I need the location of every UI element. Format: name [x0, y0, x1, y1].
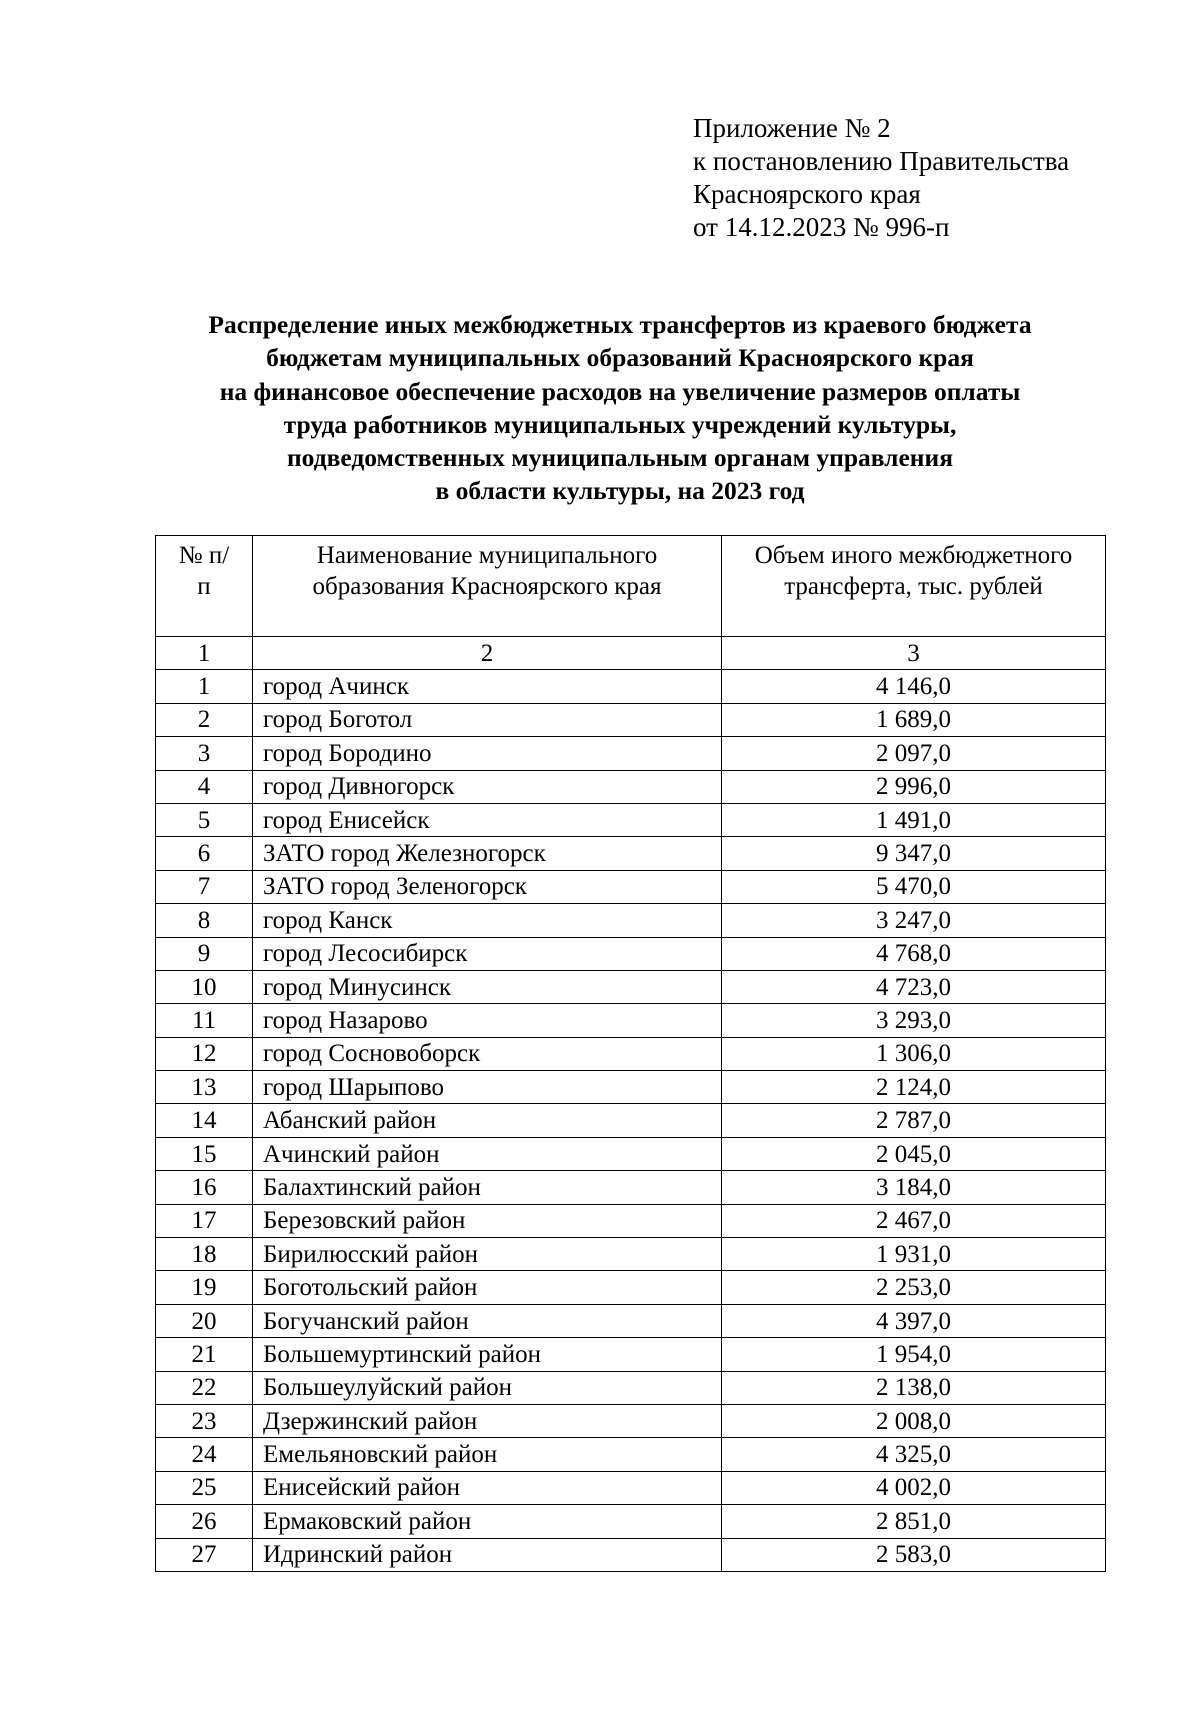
header-transfer-volume: Объем иного межбюджетного трансферта, тыс. рублей — [722, 536, 1106, 637]
municipality-name: Балахтинский район — [253, 1171, 722, 1204]
municipality-name: Большемуртинский район — [253, 1338, 722, 1371]
table-header-row — [156, 536, 1106, 637]
transfer-amount: 2 138,0 — [722, 1371, 1106, 1404]
table-row — [156, 1505, 1106, 1538]
row-number: 13 — [156, 1071, 253, 1104]
column-number-row — [156, 637, 1106, 670]
row-number: 17 — [156, 1204, 253, 1237]
transfer-amount: 4 723,0 — [722, 970, 1106, 1003]
transfer-amount: 4 146,0 — [722, 670, 1106, 703]
row-number: 12 — [156, 1037, 253, 1070]
row-number: 25 — [156, 1471, 253, 1504]
transfer-amount: 2 253,0 — [722, 1271, 1106, 1304]
row-number: 14 — [156, 1104, 253, 1137]
row-number: 18 — [156, 1238, 253, 1271]
municipality-name: Абанский район — [253, 1104, 722, 1137]
transfer-amount: 2 851,0 — [722, 1505, 1106, 1538]
table-row — [156, 1104, 1106, 1137]
municipality-name: город Шарыпово — [253, 1071, 722, 1104]
table-row — [156, 904, 1106, 937]
table-row — [156, 1238, 1106, 1271]
table-row — [156, 1204, 1106, 1237]
transfer-amount: 2 583,0 — [722, 1538, 1106, 1571]
table-row — [156, 770, 1106, 803]
table-row — [156, 837, 1106, 870]
table-row — [156, 703, 1106, 736]
row-number: 2 — [156, 703, 253, 736]
title-line: подведомственных муниципальным органам управления — [286, 443, 953, 473]
municipality-name: Богучанский район — [253, 1304, 722, 1337]
annex-date: от 14.12.2023 № 996-п — [693, 212, 950, 242]
transfer-amount: 1 954,0 — [722, 1338, 1106, 1371]
table-row — [156, 937, 1106, 970]
row-number: 4 — [156, 770, 253, 803]
column-number: 2 — [253, 637, 722, 670]
row-number: 8 — [156, 904, 253, 937]
column-number: 1 — [156, 637, 253, 670]
transfer-amount: 9 347,0 — [722, 837, 1106, 870]
municipality-name: город Минусинск — [253, 970, 722, 1003]
transfer-amount: 2 097,0 — [722, 737, 1106, 770]
table-row — [156, 970, 1106, 1003]
column-number: 3 — [722, 637, 1106, 670]
header-number: № п/п — [156, 536, 253, 637]
table-row — [156, 870, 1106, 903]
municipality-name: город Ачинск — [253, 670, 722, 703]
transfer-amount: 4 768,0 — [722, 937, 1106, 970]
transfer-amount: 1 689,0 — [722, 703, 1106, 736]
row-number: 24 — [156, 1438, 253, 1471]
table-row — [156, 1404, 1106, 1437]
title-line: бюджетам муниципальных образований Красноярского края — [266, 343, 974, 373]
table-row — [156, 1271, 1106, 1304]
municipality-name: Дзержинский район — [253, 1404, 722, 1437]
municipality-name: город Сосновоборск — [253, 1037, 722, 1070]
row-number: 9 — [156, 937, 253, 970]
transfer-amount: 5 470,0 — [722, 870, 1106, 903]
municipality-name: Боготольский район — [253, 1271, 722, 1304]
municipality-name: Большеулуйский район — [253, 1371, 722, 1404]
municipality-name: Бирилюсский район — [253, 1238, 722, 1271]
transfer-amount: 1 306,0 — [722, 1037, 1106, 1070]
transfer-amount: 2 787,0 — [722, 1104, 1106, 1137]
transfer-amount: 3 184,0 — [722, 1171, 1106, 1204]
row-number: 20 — [156, 1304, 253, 1337]
title-line: труда работников муниципальных учреждений культуры, — [283, 409, 957, 439]
transfers-table — [155, 535, 1106, 1572]
table-row — [156, 1037, 1106, 1070]
row-number: 11 — [156, 1004, 253, 1037]
row-number: 15 — [156, 1137, 253, 1170]
table-row — [156, 1071, 1106, 1104]
transfer-amount: 3 247,0 — [722, 904, 1106, 937]
municipality-name: Енисейский район — [253, 1471, 722, 1504]
table-row — [156, 1004, 1106, 1037]
transfer-amount: 2 996,0 — [722, 770, 1106, 803]
municipality-name: город Назарово — [253, 1004, 722, 1037]
transfer-amount: 4 397,0 — [722, 1304, 1106, 1337]
row-number: 5 — [156, 803, 253, 836]
municipality-name: город Канск — [253, 904, 722, 937]
municipality-name: город Боготол — [253, 703, 722, 736]
row-number: 21 — [156, 1338, 253, 1371]
row-number: 3 — [156, 737, 253, 770]
row-number: 6 — [156, 837, 253, 870]
municipality-name: город Дивногорск — [253, 770, 722, 803]
municipality-name: город Енисейск — [253, 803, 722, 836]
row-number: 19 — [156, 1271, 253, 1304]
row-number: 10 — [156, 970, 253, 1003]
municipality-name: Ачинский район — [253, 1137, 722, 1170]
municipality-name: Емельяновский район — [253, 1438, 722, 1471]
transfer-amount: 2 467,0 — [722, 1204, 1106, 1237]
transfer-amount: 2 008,0 — [722, 1404, 1106, 1437]
row-number: 1 — [156, 670, 253, 703]
municipality-name: ЗАТО город Железногорск — [253, 837, 722, 870]
annex-region: Красноярского края — [693, 179, 921, 209]
transfer-amount: 1 491,0 — [722, 803, 1106, 836]
transfer-amount: 2 124,0 — [722, 1071, 1106, 1104]
title-line: на финансовое обеспечение расходов на увеличение размеров оплаты — [219, 376, 1021, 406]
table-row — [156, 803, 1106, 836]
table-row — [156, 1171, 1106, 1204]
document-title — [100, 308, 1140, 508]
table-row — [156, 1304, 1106, 1337]
table-row — [156, 737, 1106, 770]
row-number: 26 — [156, 1505, 253, 1538]
title-line: Распределение иных межбюджетных трансфертов из краевого бюджета — [208, 310, 1032, 339]
municipality-name: город Лесосибирск — [253, 937, 722, 970]
header-municipality: Наименование муниципального образования Красноярского края — [253, 536, 722, 637]
transfer-amount: 4 325,0 — [722, 1438, 1106, 1471]
transfer-amount: 2 045,0 — [722, 1137, 1106, 1170]
municipality-name: ЗАТО город Зеленогорск — [253, 870, 722, 903]
row-number: 27 — [156, 1538, 253, 1571]
row-number: 23 — [156, 1404, 253, 1437]
table-row — [156, 1438, 1106, 1471]
title-line: в области культуры, на 2023 год — [435, 476, 805, 506]
table-row — [156, 1371, 1106, 1404]
row-number: 22 — [156, 1371, 253, 1404]
annex-reference: к постановлению Правительства — [693, 146, 1070, 176]
row-number: 16 — [156, 1171, 253, 1204]
row-number: 7 — [156, 870, 253, 903]
municipality-name: Идринский район — [253, 1538, 722, 1571]
transfer-amount: 3 293,0 — [722, 1004, 1106, 1037]
annex-number: Приложение № 2 — [693, 113, 891, 143]
municipality-name: город Бородино — [253, 737, 722, 770]
annex-block — [693, 112, 1069, 244]
table-row — [156, 1137, 1106, 1170]
municipality-name: Ермаковский район — [253, 1505, 722, 1538]
transfer-amount: 4 002,0 — [722, 1471, 1106, 1504]
table-row — [156, 1338, 1106, 1371]
transfer-amount: 1 931,0 — [722, 1238, 1106, 1271]
table-row — [156, 1471, 1106, 1504]
table-row — [156, 670, 1106, 703]
municipality-name: Березовский район — [253, 1204, 722, 1237]
table-row — [156, 1538, 1106, 1571]
